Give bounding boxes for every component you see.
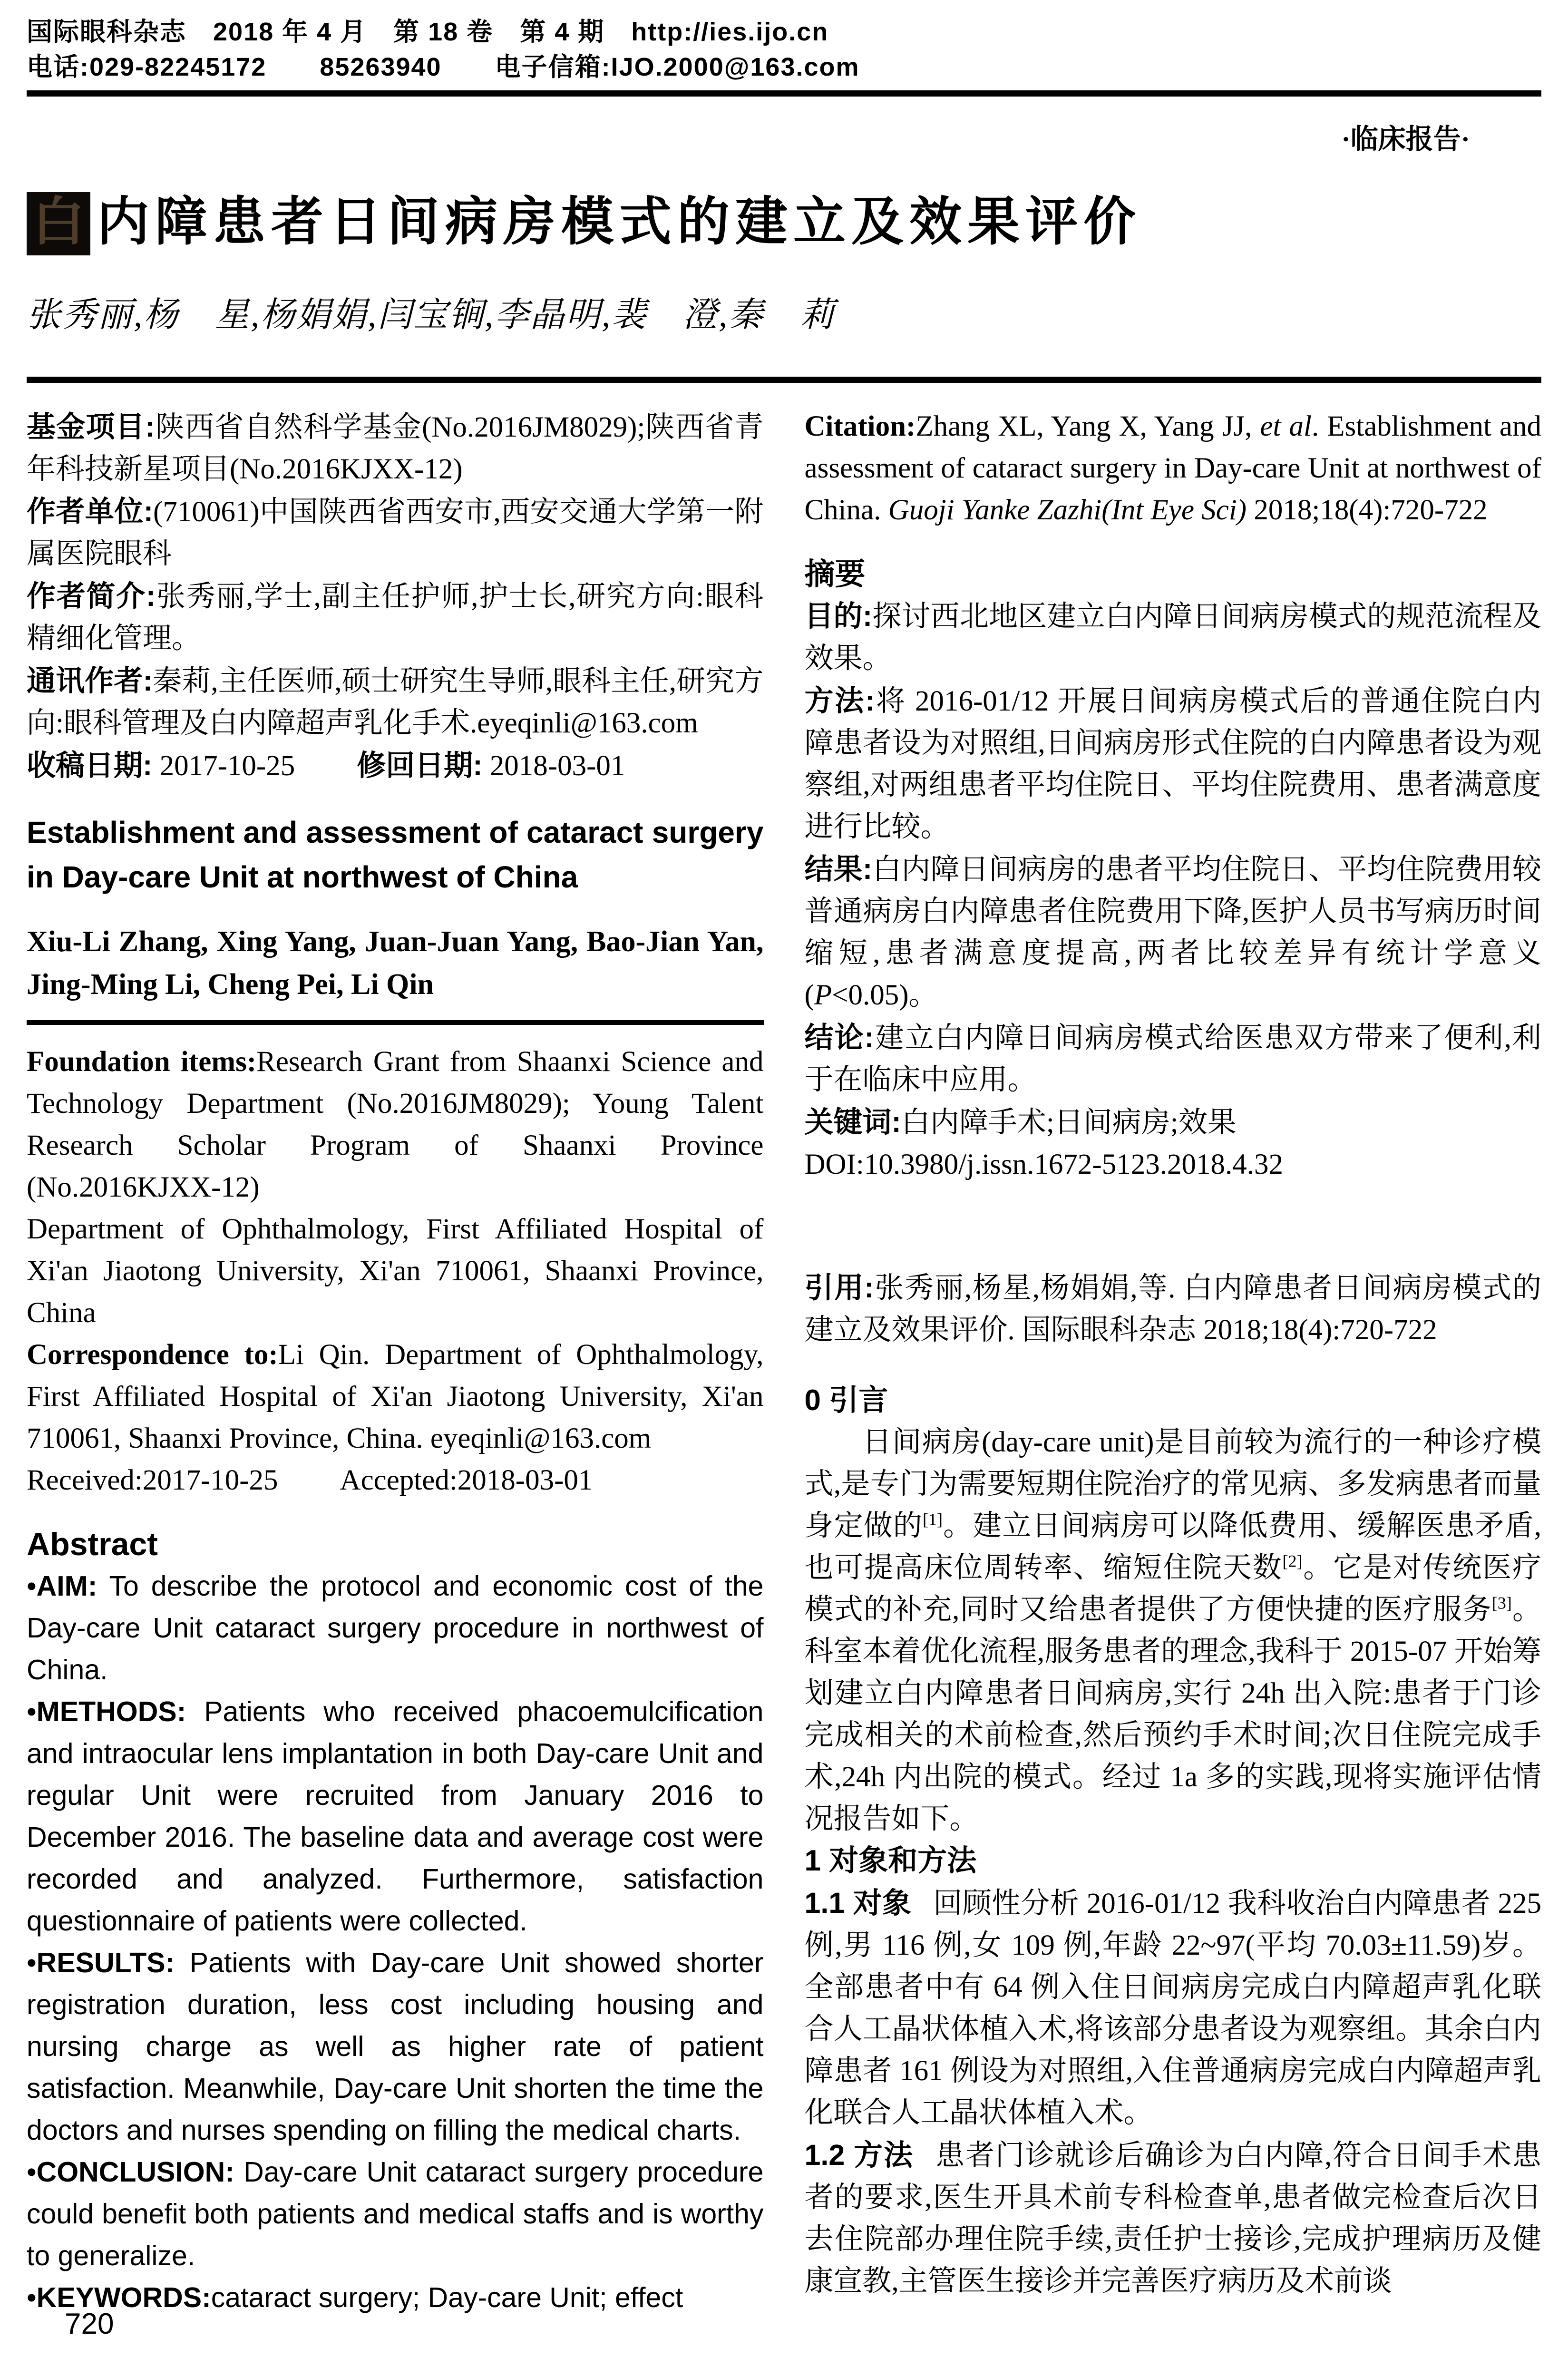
keywords-text-cn: 白内障手术;日间病房;效果 bbox=[901, 1106, 1237, 1139]
results-text-cn-b: <0.05)。 bbox=[832, 979, 938, 1011]
citation-title: . Establishment and assessment of cataract surgery in Day-care Unit at northwest of China. bbox=[804, 410, 1541, 526]
authors-en: Xiu-Li Zhang, Xing Yang, Juan-Juan Yang, Bao-Jian Yan, Jing-Ming Li, Cheng Pei, Li Qin bbox=[27, 925, 764, 1001]
reference-3: [3] bbox=[1491, 1593, 1512, 1613]
citation-issue: 2018;18(4):720-722 bbox=[1247, 494, 1488, 526]
abstract-cn-conclusion bbox=[805, 1016, 1542, 1101]
corresponding-label-cn: 通讯作者: bbox=[27, 664, 153, 697]
corresponding-text-en: Li Qin. Department of Ophthalmology, First Affiliated Hospital of Xi'an Jiaotong University, Xi'an 710061, Shaanxi Province, China. eyeqinli@163.com bbox=[27, 1338, 764, 1454]
conclusion-text-cn: 建立白内障日间病房模式给医患双方带来了便利,利于在临床中应用。 bbox=[804, 1022, 1541, 1096]
citation-journal: Guoji Yanke Zazhi(Int Eye Sci) bbox=[888, 494, 1247, 526]
reference-1: [1] bbox=[923, 1510, 943, 1529]
citation-authors: Zhang XL, Yang X, Yang JJ, bbox=[915, 410, 1260, 442]
aim-text-cn: 探讨西北地区建立白内障日间病房模式的规范流程及效果。 bbox=[804, 600, 1541, 674]
intro-seg2: 。建立日间病房可以降低费用、缓解医患矛盾,也可提高床位周转率、缩短住院天数 bbox=[804, 1510, 1541, 1584]
citation-cn bbox=[805, 1266, 1542, 1351]
dates-en bbox=[27, 1460, 764, 1501]
abstract-cn-heading: 摘要 bbox=[804, 556, 866, 591]
masthead-divider bbox=[27, 90, 1541, 97]
intro-seg3: 。它是对传统医疗模式的补充,同时又给患者提供了方便快捷的医疗服务 bbox=[804, 1551, 1541, 1626]
foundation-label: Foundation items: bbox=[27, 1045, 257, 1078]
abstract-cn-methods bbox=[805, 680, 1542, 848]
abstract-cn-aim bbox=[805, 595, 1542, 680]
abstract-aim bbox=[27, 1565, 764, 1691]
journal-info-line: 国际眼科杂志 2018 年 4 月 第 18 卷 第 4 期 http://ies.ijo.cn bbox=[27, 18, 829, 46]
procedure-paragraph bbox=[805, 2134, 1542, 2302]
abstract-keywords bbox=[27, 2277, 764, 2319]
authors-cn: 张秀丽,杨 星,杨娟娟,闫宝锏,李晶明,裴 澄,秦 莉 bbox=[27, 295, 836, 334]
abstract-cn-results bbox=[805, 848, 1542, 1016]
bio-label: 作者简介: bbox=[27, 579, 156, 612]
abstract-heading: Abstract bbox=[27, 1526, 158, 1562]
received-date-en: 2017-10-25 bbox=[142, 1464, 278, 1496]
aim-label: AIM: bbox=[36, 1570, 97, 1602]
accepted-date-en: 2018-03-01 bbox=[457, 1464, 593, 1496]
subjects-paragraph bbox=[805, 1882, 1542, 2134]
section-tag: ·临床报告· bbox=[1341, 124, 1470, 155]
results-text-cn-a: 白内障日间病房的患者平均住院日、平均住院费用较普通病房白内障患者住院费用下降,医护人员书写病历时间缩短,患者满意度提高,两者比较差异有统计学意义( bbox=[804, 853, 1541, 1011]
corresponding-author-cn bbox=[27, 660, 764, 744]
methods-text: Patients who received phacoemulcification and intraocular lens implantation in both Day-care Unit and regular Unit were recruited from January 2016 to December 2016. The baseline data and average cost were recorded and analyzed. Furthermore, satisfaction questionnaire of patients were collected. bbox=[27, 1695, 764, 1937]
procedure-text: 患者门诊就诊后确诊为白内障,符合日间手术患者的要求,医生开具术前专科检查单,患者做完检查后次日去住院部办理住院手续,责任护士接诊,完成护理病历及健康宣教,主管医生接诊并完善医疗病历及术前谈 bbox=[804, 2139, 1541, 2297]
results-label-cn: 结果: bbox=[804, 852, 873, 885]
revised-label-cn: 修回日期: bbox=[357, 749, 483, 781]
title-drop-char: 白 bbox=[27, 192, 90, 255]
methods-text-cn: 将 2016-01/12 开展日间病房模式后的普通住院白内障患者设为对照组,日间病房形式住院的白内障患者设为观察组,对两组患者平均住院日、平均住院费用、患者满意度进行比较。 bbox=[804, 685, 1541, 843]
article-title-en: Establishment and assessment of cataract surgery in Day-care Unit at northwest of China bbox=[27, 815, 764, 894]
citation bbox=[805, 406, 1542, 531]
title-divider bbox=[27, 377, 1541, 383]
introduction-paragraph bbox=[805, 1422, 1542, 1840]
fund-text: 陕西省自然科学基金(No.2016JM8029);陕西省青年科技新星项目(No.2016KJXX-12) bbox=[27, 411, 764, 485]
intro-seg1: 日间病房(day-care unit)是目前较为流行的一种诊疗模式,是专门为需要短期住院治疗的常见病、多发病患者而量身定做的 bbox=[804, 1426, 1541, 1542]
methods-label: METHODS: bbox=[36, 1695, 186, 1727]
conclusion-text: Day-care Unit cataract surgery procedure could benefit both patients and medical staffs and is worthy to generalize. bbox=[27, 2156, 764, 2271]
keywords-label-cn: 关键词: bbox=[804, 1105, 901, 1138]
doi-line: DOI:10.3980/j.issn.1672-5123.2018.4.32 bbox=[804, 1148, 1283, 1180]
author-bio bbox=[27, 575, 764, 660]
subjects-label: 1.1 对象 bbox=[804, 1886, 912, 1919]
methods-section-heading: 1 对象和方法 bbox=[804, 1844, 977, 1877]
reference-2: [2] bbox=[1282, 1551, 1303, 1571]
aim-text: To describe the protocol and economic cost of the Day-care Unit cataract surgery procedure in northwest of China. bbox=[27, 1570, 764, 1685]
fund-item bbox=[27, 406, 764, 490]
received-label-en: Received: bbox=[27, 1464, 143, 1496]
corresponding-text-cn: 秦莉,主任医师,硕士研究生导师,眼科主任,研究方向:眼科管理及白内障超声乳化手术.eyeqinli@163.com bbox=[27, 665, 764, 739]
dates-cn bbox=[27, 744, 764, 787]
two-column-body bbox=[27, 406, 1541, 2319]
intro-seg4: 。科室本着优化流程,服务患者的理念,我科于 2015-07 开始筹划建立白内障患者日间病房,实行 24h 出入院:患者于门诊完成相关的术前检查,然后预约手术时间;次日住院完成手术,24h 内出院的模式。经过 1a 多的实践,现将实施评估情况报告如下。 bbox=[804, 1593, 1541, 1835]
citation-etal: et al bbox=[1260, 410, 1312, 442]
keywords-text-en: cataract surgery; Day-care Unit; effect bbox=[211, 2281, 683, 2313]
bullet-icon: • bbox=[27, 1947, 37, 1978]
bullet-icon: • bbox=[27, 2156, 37, 2188]
abstract-methods bbox=[27, 1691, 764, 1942]
corresponding-label-en: Correspondence to: bbox=[27, 1338, 278, 1371]
results-text: Patients with Day-care Unit showed shorter registration duration, less cost including housing and nursing charge as well as higher rate of patient satisfaction. Meanwhile, Day-care Unit shorten the time the doctors and nurses spending on filling the medical charts. bbox=[27, 1947, 764, 2146]
results-label: RESULTS: bbox=[36, 1947, 175, 1978]
foundation-items bbox=[27, 1041, 764, 1208]
bullet-icon: • bbox=[27, 1570, 37, 1602]
conclusion-label: CONCLUSION: bbox=[36, 2156, 234, 2188]
abstract-results bbox=[27, 1942, 764, 2151]
bullet-icon: • bbox=[27, 1695, 37, 1727]
subjects-text: 回顾性分析 2016-01/12 我科收治白内障患者 225 例,男 116 例,女 109 例,年龄 22~97(平均 70.03±11.59)岁。全部患者中有 64 例入住日间病房完成白内障超声乳化联合人工晶状体植入术,将该部分患者设为观察组。其余白内障患者 161 例设为对照组,入住普通病房完成白内障超声乳化联合人工晶状体植入术。 bbox=[804, 1887, 1542, 2129]
bullet-icon: • bbox=[27, 2281, 37, 2313]
aim-label-cn: 目的: bbox=[804, 599, 873, 632]
journal-contact-line: 电话:029-82245172 85263940 电子信箱:IJO.2000@163.com bbox=[27, 53, 860, 81]
masthead bbox=[27, 14, 1541, 85]
citation-cn-label: 引用: bbox=[804, 1271, 874, 1304]
affiliation-text: (710061)中国陕西省西安市,西安交通大学第一附属医院眼科 bbox=[27, 496, 764, 570]
bio-text: 张秀丽,学士,副主任护师,护士长,研究方向:眼科精细化管理。 bbox=[27, 580, 764, 654]
author-affiliation bbox=[27, 490, 764, 575]
corresponding-author-en bbox=[27, 1334, 764, 1460]
keywords-cn bbox=[805, 1101, 1542, 1144]
right-column bbox=[805, 406, 1542, 2319]
introduction-heading: 0 引言 bbox=[804, 1383, 888, 1417]
accepted-label-en: Accepted: bbox=[340, 1464, 458, 1496]
page-number: 720 bbox=[65, 2308, 114, 2340]
conclusion-label-cn: 结论: bbox=[804, 1021, 874, 1053]
revised-date-cn: 2018-03-01 bbox=[482, 750, 625, 782]
title-rest: 内障患者日间病房模式的建立及效果评价 bbox=[97, 193, 1141, 251]
department-en: Department of Ophthalmology, First Affiliated Hospital of Xi'an Jiaotong University, Xi'an 710061, Shaanxi Province, China bbox=[27, 1213, 764, 1329]
foundation-text: Research Grant from Shaanxi Science and Technology Department (No.2016JM8029); Young Talent Research Scholar Program of Shaanxi Province (No.2016KJXX-12) bbox=[27, 1045, 764, 1203]
p-value-symbol: P bbox=[814, 979, 832, 1011]
citation-label: Citation: bbox=[804, 410, 916, 442]
received-date-cn: 2017-10-25 bbox=[152, 750, 295, 782]
article-title-cn bbox=[27, 191, 1541, 255]
abstract-conclusion bbox=[27, 2151, 764, 2277]
received-label-cn: 收稿日期: bbox=[27, 749, 153, 781]
keywords-label-en: KEYWORDS: bbox=[36, 2281, 211, 2313]
methods-label-cn: 方法: bbox=[804, 684, 875, 717]
fund-label: 基金项目: bbox=[27, 410, 155, 443]
footnote-divider bbox=[27, 1020, 764, 1025]
affiliation-label: 作者单位: bbox=[27, 495, 154, 527]
citation-cn-text: 张秀丽,杨星,杨娟娟,等. 白内障患者日间病房模式的建立及效果评价. 国际眼科杂志 2018;18(4):720-722 bbox=[804, 1272, 1541, 1346]
procedure-label: 1.2 方法 bbox=[804, 2138, 914, 2171]
left-column bbox=[27, 406, 764, 2319]
